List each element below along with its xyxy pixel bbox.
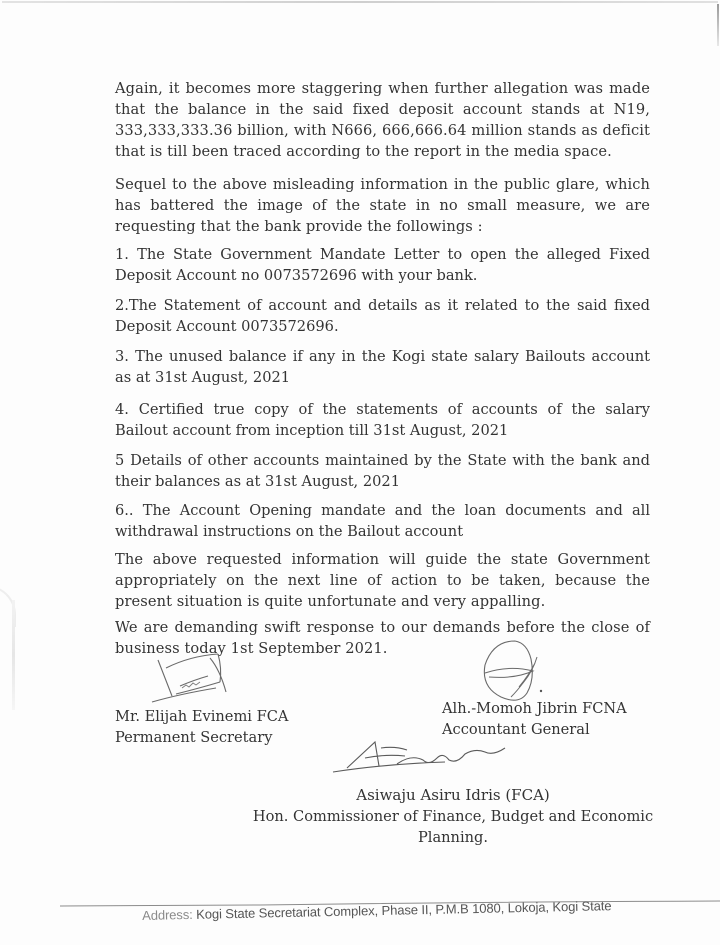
request-item: 6.. The Account Opening mandate and the loan documents and all withdrawal instructions on the Bailout account [115, 502, 650, 540]
paragraph-text: Again, it becomes more staggering when further allegation was made that the balance in the said fixed deposit account stands at N19, 333,333,333.36 billion, with N666, 666,666.64 million stands as deficit that is till been traced according to the report in the media space. [115, 80, 650, 160]
signatory-name: Mr. Elijah Evinemi FCA [115, 708, 289, 725]
request-item: 5 Details of other accounts maintained by the State with the bank and their balances as at 31st August, 2021 [115, 452, 650, 490]
request-item: 4. Certified true copy of the statements of accounts of the salary Bailout account from inception till 31st August, 2021 [115, 401, 650, 439]
signatory-name: Asiwaju Asiru Idris (FCA) [356, 786, 550, 804]
signatory-accountant-general [442, 698, 627, 740]
paragraph-guidance [115, 549, 650, 612]
signatory-title: Accountant General [442, 721, 590, 738]
signatory-permanent-secretary [115, 706, 288, 748]
request-item: 3. The unused balance if any in the Kogi state salary Bailouts account as at 31st August, 2021 [115, 348, 650, 386]
signature-commissioner [325, 738, 520, 778]
signatory-name: Alh.-Momoh Jibrin FCNA [442, 700, 627, 717]
request-item: 1. The State Government Mandate Letter to open the alleged Fixed Deposit Account no 0073572696 with your bank. [115, 246, 650, 284]
paper-top-edge [2, 1, 718, 3]
signatory-title: Permanent Secretary [115, 729, 273, 746]
paragraph-text: We are demanding swift response to our demands before the close of business today 1st September 2021. [115, 619, 650, 657]
request-item: 2.The Statement of account and details as it related to the said fixed Deposit Account 0073572696. [115, 297, 650, 335]
signature-permanent-secretary [150, 648, 240, 708]
paper-right-edge [717, 4, 719, 46]
footer-address-label: Address: [142, 906, 193, 923]
paragraph-text: The above requested information will guide the state Government appropriately on the next line of action to be taken, because the present situation is quite unfortunate and very appalling. [115, 551, 650, 610]
paper-fold-line [12, 600, 15, 710]
signatory-title: Hon. Commissioner of Finance, Budget and Economic Planning. [252, 808, 654, 846]
paragraph-allegation [115, 78, 650, 162]
paragraph-text: Sequel to the above misleading information in the public glare, which has battered the image of the state in no small measure, we are requesting that the bank provide the followings : [115, 176, 650, 235]
signatory-commissioner [243, 785, 663, 848]
footer-address-text: Kogi State Secretariat Complex, Phase II, P.M.B 1080, Lokoja, Kogi State [196, 898, 612, 922]
signature-accountant-general [475, 635, 560, 707]
paragraph-request-intro [115, 174, 650, 237]
